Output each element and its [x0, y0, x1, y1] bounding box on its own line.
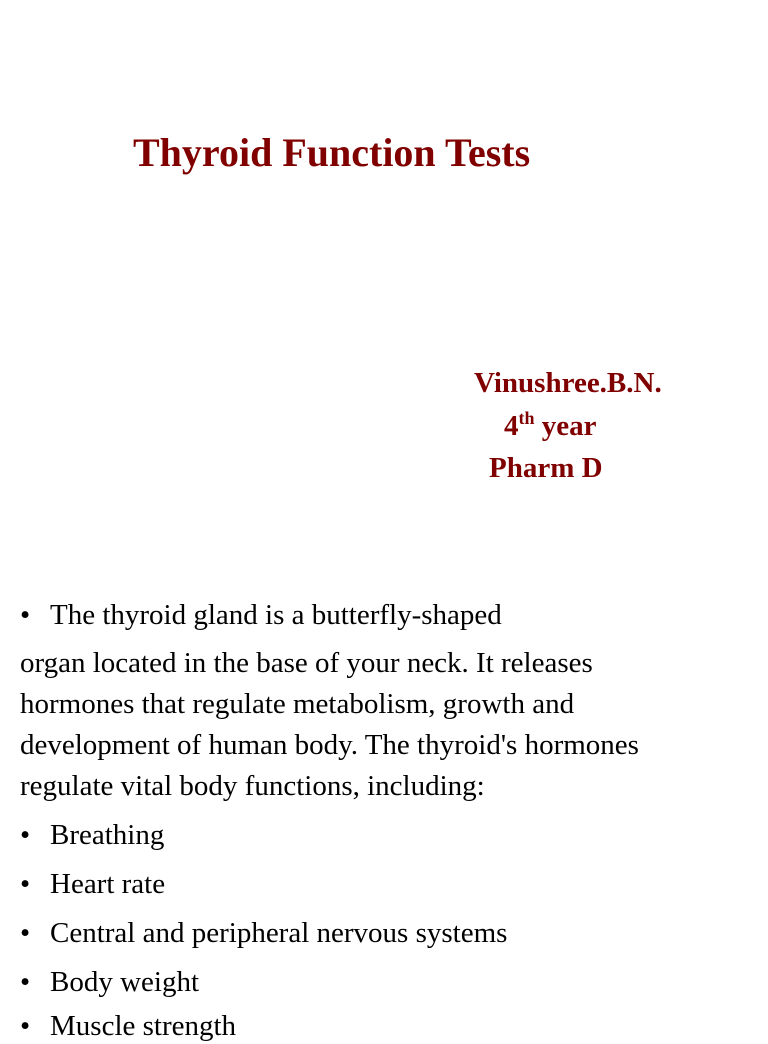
bullet-icon: • [20, 599, 31, 631]
year-number: 4 [504, 410, 519, 442]
bullet-icon: • [20, 819, 31, 851]
year-word: year [541, 410, 597, 442]
bullet-icon: • [20, 966, 31, 998]
paragraph-line: development of human body. The thyroid's hormones [20, 729, 639, 761]
paragraph-line: hormones that regulate metabolism, growth and [20, 688, 575, 720]
function-label: Breathing [50, 819, 165, 851]
author-name: Vinushree.B.N. [474, 367, 662, 399]
author-program: Pharm D [489, 452, 603, 484]
paragraph-line: regulate vital body functions, including: [20, 770, 485, 802]
function-label: Heart rate [50, 868, 166, 900]
author-year [504, 408, 597, 444]
bullet-icon: • [20, 868, 31, 900]
paragraph-line: organ located in the base of your neck. It releases [20, 647, 593, 679]
year-suffix: th [518, 408, 535, 428]
bullet-icon: • [20, 1010, 31, 1042]
function-label: Central and peripheral nervous systems [50, 917, 508, 949]
function-label: Body weight [50, 966, 200, 998]
bullet-icon: • [20, 917, 31, 949]
intro-text: The thyroid gland is a butterfly-shaped [50, 599, 502, 631]
function-label: Muscle strength [50, 1010, 237, 1042]
slide-title: Thyroid Function Tests [133, 130, 531, 175]
